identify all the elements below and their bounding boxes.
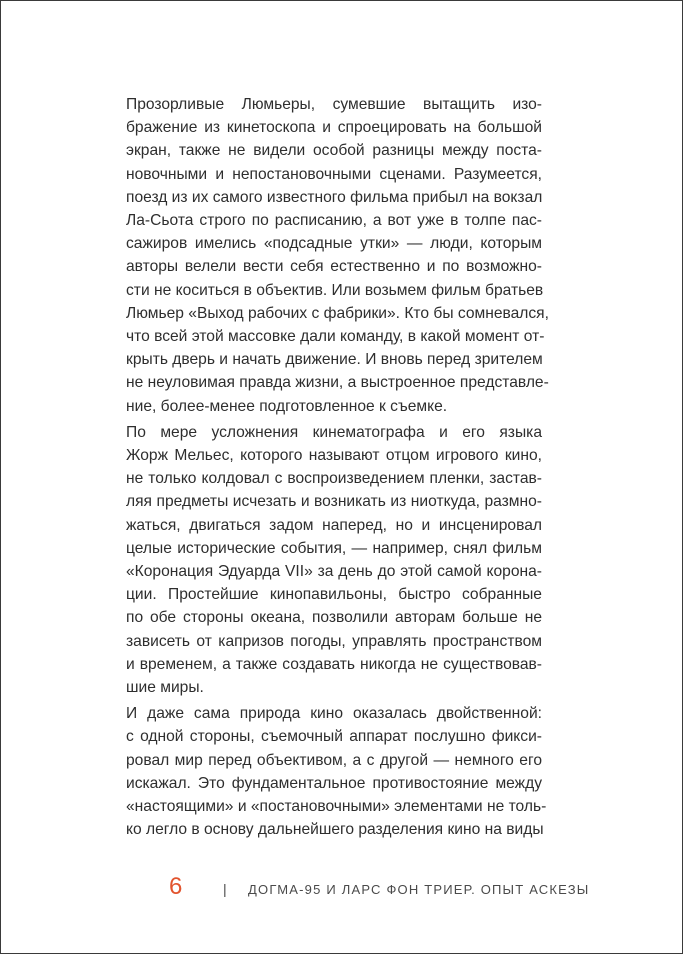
text-line: «Коронация Эдуарда VII» за день до этой самой корона- [126, 563, 542, 581]
text-line: «настоящими» и «постановочными» элементами не толь- [126, 798, 547, 816]
text-line: зависеть от капризов погоды, управлять пространством [126, 632, 542, 650]
text-line: что всей этой массовке дали команду, в какой момент от- [126, 328, 545, 346]
text-line: искажал. Это фундаментальное противостояние между [126, 774, 542, 792]
text-line: целые исторические события, — например, снял фильм [126, 539, 542, 557]
text-line: ции. Простейшие кинопавильоны, быстро собранные [126, 586, 542, 604]
text-line: поезд из их самого известного фильма прибыл на вокзал [126, 188, 543, 206]
text-line: сажиров имелись «подсадные утки» — люди, которым [126, 235, 542, 253]
text-line: И даже сама природа кино оказалась двойственной: [126, 705, 542, 723]
footer-separator: | [223, 881, 227, 897]
text-line: крыть дверь и начать движение. И вновь перед зрителем [126, 351, 543, 369]
running-title: ДОГМА-95 И ЛАРС ФОН ТРИЕР. ОПЫТ АСКЕЗЫ [248, 882, 590, 897]
text-line: Прозорливые Люмьеры, сумевшие вытащить изо- [126, 96, 542, 113]
text-line: сти не коситься в объектив. Или возьмем фильм братьев [126, 281, 544, 299]
text-line: экран, также не видели особой разницы между поста- [126, 142, 542, 160]
text-line: бражение из кинетоскопа и спроецировать на большой [126, 119, 542, 137]
text-line: по обе стороны океана, позволили авторам больше не [126, 609, 542, 627]
text-line: ляя предметы исчезать и возникать из ниоткуда, размно- [126, 493, 542, 511]
text-line: Люмьер «Выход рабочих с фабрики». Кто бы сомневался, [126, 304, 549, 322]
text-line: не только колдовал с воспроизведением пленки, застав- [126, 470, 542, 488]
paragraph [94, 702, 547, 841]
text-line: с одной стороны, съемочный аппарат послушно фикси- [126, 728, 542, 746]
text-line: и временем, а также создавать никогда не существовав- [126, 655, 542, 673]
text-line: ко легло в основу дальнейшего разделения кино на виды [126, 821, 544, 839]
paragraph [94, 421, 542, 699]
text-line: жаться, двигаться задом наперед, но и инсценировал [126, 516, 542, 534]
text-line: новочными и непостановочными сценами. Разумеется, [126, 165, 542, 183]
text-line: Ла-Сьота строго по расписанию, а вот уже в толпе пас- [126, 212, 542, 230]
paragraph [94, 93, 549, 418]
text-line: Жорж Мельес, которого называют отцом игрового кино, [126, 447, 542, 465]
text-line: авторы велели вести себя естественно и по возможно- [126, 258, 542, 276]
text-line: шие миры. [126, 679, 204, 697]
page-footer [1, 873, 683, 903]
text-line: По мере усложнения кинематографа и его языка [126, 423, 542, 441]
text-line: не неуловимая правда жизни, а выстроенное представле- [126, 374, 549, 392]
text-line: ние, более-менее подготовленное к съемке. [126, 397, 448, 415]
page-number: 6 [169, 873, 183, 900]
body-text [94, 93, 549, 842]
text-line: ровал мир перед объективом, а с другой — немного его [126, 751, 542, 769]
